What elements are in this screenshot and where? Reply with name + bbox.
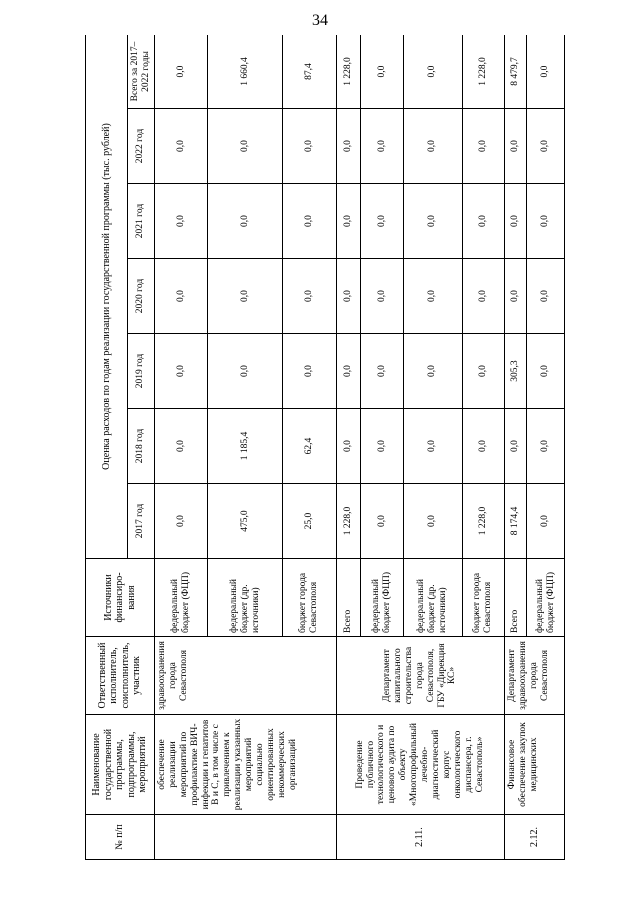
- cell-value: 0,0: [154, 259, 207, 334]
- cell-value: 0,0: [504, 259, 526, 334]
- row-number: 2.11.: [336, 815, 504, 860]
- cell-value: 0,0: [403, 334, 462, 409]
- cell-value: 0,0: [462, 184, 504, 259]
- cell-value: 0,0: [208, 259, 283, 334]
- cell-value: 0,0: [527, 184, 565, 259]
- cell-total: 0,0: [403, 35, 462, 109]
- cell-value: 0,0: [403, 484, 462, 559]
- header-total: Всего за 2017–2022 годы: [128, 35, 155, 109]
- cell-value: 1 185,4: [208, 409, 283, 484]
- cell-total: 1 228,0: [336, 35, 361, 109]
- row-source: бюджет города Севастополя: [462, 559, 504, 637]
- cell-value: 0,0: [403, 259, 462, 334]
- cell-value: 0,0: [361, 109, 403, 184]
- row-source: федеральный бюджет (др. источники): [208, 559, 283, 637]
- page-number: 34: [312, 12, 328, 29]
- cell-total: 8 479,7: [504, 35, 526, 109]
- cell-value: 0,0: [527, 409, 565, 484]
- cell-value: 475,0: [208, 484, 283, 559]
- row-name: Финансовое обеспечение закупок медицинских: [504, 715, 564, 815]
- cell-value: 0,0: [283, 184, 336, 259]
- expenses-table: [85, 35, 565, 860]
- header-year-2017: 2017 год: [128, 484, 155, 559]
- row-name: Проведение публичного технологического и ценового аудита по объекту «Многопрофильный лечебно-диагностический корпус онкологического диспансера, г. Севастополь»: [336, 715, 504, 815]
- cell-value: 0,0: [208, 184, 283, 259]
- cell-value: 0,0: [283, 109, 336, 184]
- cell-value: 0,0: [504, 409, 526, 484]
- cell-value: 0,0: [403, 409, 462, 484]
- row-source: федеральный бюджет (ФЦП): [361, 559, 403, 637]
- cell-total: 0,0: [361, 35, 403, 109]
- cell-value: 0,0: [504, 184, 526, 259]
- cell-value: 0,0: [361, 259, 403, 334]
- table-frame: [85, 35, 565, 860]
- cell-value: 0,0: [527, 484, 565, 559]
- cell-value: 0,0: [403, 109, 462, 184]
- header-estimate: Оценка расходов по годам реализации государственной программы (тыс. рублей): [86, 35, 128, 559]
- row-executor: Департамент капитального строительства города Севастополя, ГБУ «Дирекция КС»: [336, 637, 504, 715]
- cell-value: 0,0: [336, 334, 361, 409]
- table-row: [504, 35, 526, 860]
- cell-value: 0,0: [283, 259, 336, 334]
- header-year-2022: 2022 год: [128, 109, 155, 184]
- cell-value: 1 228,0: [336, 484, 361, 559]
- row-source: федеральный бюджет (ФЦП): [154, 559, 207, 637]
- cell-value: 0,0: [336, 109, 361, 184]
- header-name: Наименование государственной программы, подпрограммы, мероприятий: [86, 715, 155, 815]
- cell-value: 0,0: [462, 409, 504, 484]
- cell-value: 0,0: [361, 334, 403, 409]
- row-source: Всего: [336, 559, 361, 637]
- cell-value: 0,0: [154, 109, 207, 184]
- cell-total: 0,0: [154, 35, 207, 109]
- rotated-table-container: [85, 35, 565, 860]
- row-source: бюджет города Севастополя: [283, 559, 336, 637]
- cell-value: 0,0: [462, 109, 504, 184]
- row-source: федеральный бюджет (ФЦП): [527, 559, 565, 637]
- cell-value: 0,0: [527, 109, 565, 184]
- cell-value: 0,0: [527, 259, 565, 334]
- cell-value: 0,0: [403, 184, 462, 259]
- cell-value: 0,0: [527, 334, 565, 409]
- cell-value: 0,0: [361, 484, 403, 559]
- row-source: федеральный бюджет (др. источники): [403, 559, 462, 637]
- cell-value: 0,0: [504, 109, 526, 184]
- cell-value: 0,0: [154, 184, 207, 259]
- cell-value: 0,0: [361, 184, 403, 259]
- cell-value: 0,0: [208, 334, 283, 409]
- cell-value: 0,0: [208, 109, 283, 184]
- cell-value: 1 228,0: [462, 484, 504, 559]
- row-number: 2.12.: [504, 815, 564, 860]
- row-number: [154, 815, 336, 860]
- cell-value: 0,0: [336, 184, 361, 259]
- header-executor: Ответственный исполнитель, соисполнитель, участник: [86, 637, 155, 715]
- header-year-2019: 2019 год: [128, 334, 155, 409]
- cell-value: 0,0: [361, 409, 403, 484]
- cell-total: 87,4: [283, 35, 336, 109]
- row-executor: Департамент здравоохранения города Севастополя: [504, 637, 564, 715]
- header-no: № п/п: [86, 815, 155, 860]
- cell-total: 0,0: [527, 35, 565, 109]
- header-year-2021: 2021 год: [128, 184, 155, 259]
- cell-value: 0,0: [336, 409, 361, 484]
- cell-value: 0,0: [462, 259, 504, 334]
- cell-value: 0,0: [336, 259, 361, 334]
- cell-value: 0,0: [462, 334, 504, 409]
- table-row: [336, 35, 361, 860]
- header-source: Источники финансиро-вания: [86, 559, 155, 637]
- row-name: обеспечение реализации мероприятий по профилактике ВИЧ-инфекции и гепатитов В и С, в том числе с привлечением к реализации указанных мероприятий социально ориентированных некоммерческих организаций: [154, 715, 336, 815]
- cell-value: 25,0: [283, 484, 336, 559]
- cell-value: 0,0: [154, 334, 207, 409]
- cell-total: 1 228,0: [462, 35, 504, 109]
- cell-value: 0,0: [154, 484, 207, 559]
- cell-value: 0,0: [283, 334, 336, 409]
- table-row: [154, 35, 207, 860]
- cell-value: 8 174,4: [504, 484, 526, 559]
- cell-value: 62,4: [283, 409, 336, 484]
- cell-value: 305,3: [504, 334, 526, 409]
- header-year-2020: 2020 год: [128, 259, 155, 334]
- cell-total: 1 660,4: [208, 35, 283, 109]
- cell-value: 0,0: [154, 409, 207, 484]
- row-source: Всего: [504, 559, 526, 637]
- header-year-2018: 2018 год: [128, 409, 155, 484]
- row-executor: здравоохранения города Севастополя: [154, 637, 336, 715]
